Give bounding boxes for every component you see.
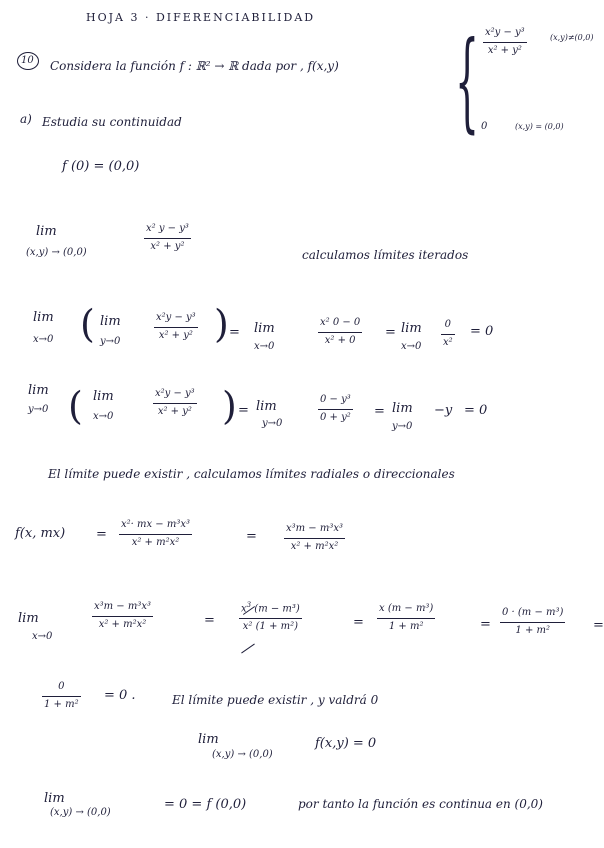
equals-sign: = <box>374 404 385 419</box>
iter1-lim3: lim <box>401 321 422 336</box>
conclusion-lim-subscript: (x,y) → (0,0) <box>212 749 273 760</box>
limit1-denominator: x² + y² <box>150 240 185 252</box>
equals-sign: = <box>238 403 249 418</box>
radial-lim-denominator4: 1 + m² <box>515 624 550 636</box>
radial-denominator1: x² + m²x² <box>131 536 180 548</box>
radial-lim-label: lim <box>18 611 39 626</box>
iter1-sub-inner: y→0 <box>100 336 121 347</box>
fraction-bar <box>377 618 435 619</box>
piece1-fraction <box>483 28 527 56</box>
iter2-lim3: lim <box>392 401 413 416</box>
radial-denominator2: x² + m²x² <box>290 540 339 552</box>
piece2-value: 0 <box>481 121 488 132</box>
iter2-sub2: y→0 <box>262 418 283 429</box>
final-lim-subscript: (x,y) → (0,0) <box>50 807 111 818</box>
iter1-numerator3: 0 <box>444 319 452 330</box>
equals-sign: = <box>593 618 604 633</box>
iter2-result: = 0 <box>464 403 488 418</box>
iter2-lim-inner: lim <box>93 389 114 404</box>
iter2-expression: −y <box>434 403 453 418</box>
piece1-numerator: x²y − y³ <box>485 27 525 38</box>
equals-sign: = <box>385 325 396 340</box>
iter1-lim-outer: lim <box>33 310 54 325</box>
left-paren: ( <box>68 384 83 428</box>
continuation-result: = 0 . <box>104 688 136 703</box>
fraction-bar <box>92 616 153 617</box>
problem-statement: Considera la función f : ℝ² → ℝ dada por , f(x,y) <box>50 59 339 73</box>
radial-lim-numerator4: 0 · (m − m³) <box>502 607 564 618</box>
piece2-condition: (x,y) = (0,0) <box>515 122 564 131</box>
iter2-numerator2: 0 − y³ <box>320 394 351 405</box>
radial-lhs: f(x, mx) <box>15 526 66 541</box>
iter1-lim-inner: lim <box>100 314 121 329</box>
iter1-denominator: x² + y² <box>158 329 193 341</box>
final-conclusion: por tanto la función es continua en (0,0) <box>298 797 543 811</box>
fraction-bar <box>239 618 302 619</box>
iter2-fraction2 <box>318 395 353 423</box>
radial-numerator2: x³m − m³x³ <box>286 523 344 534</box>
limit-subscript: (x,y) → (0,0) <box>26 247 87 258</box>
iter2-denominator: x² + y² <box>157 405 192 417</box>
cancelled-x-squared: x² <box>242 620 253 632</box>
radial-lim-subscript: x→0 <box>32 631 53 642</box>
conclusion-lim-label: lim <box>198 732 219 747</box>
iter1-fraction3 <box>441 320 455 348</box>
radial-fraction1 <box>119 520 192 548</box>
iter1-sub3: x→0 <box>401 341 422 352</box>
fraction-bar <box>284 538 345 539</box>
iter1-fraction2 <box>318 318 362 346</box>
factor-1-plus-m2: (1 + m²) <box>255 620 299 632</box>
equals-sign: = <box>204 613 215 628</box>
fraction-bar <box>153 403 197 404</box>
fraction-bar <box>42 696 81 697</box>
radial-lim-denominator1: x² + m²x² <box>98 618 147 630</box>
equals-sign: = <box>353 615 364 630</box>
radial-fraction2 <box>284 524 345 552</box>
piece1-denominator: x² + y² <box>487 44 522 56</box>
iter2-lim-outer: lim <box>28 383 49 398</box>
radial-numerator1: x²· mx − m³x³ <box>121 519 191 530</box>
limit-label: lim <box>36 224 57 239</box>
limit1-fraction <box>144 224 191 252</box>
radial-lim-fraction1 <box>92 602 153 630</box>
continuation-fraction <box>42 682 81 710</box>
fraction-bar <box>318 409 353 410</box>
fraction-bar <box>154 327 198 328</box>
limit1-numerator: x² y − y³ <box>146 223 189 234</box>
radial-lim-numerator3: x (m − m³) <box>379 603 434 614</box>
iter1-denominator2: x² + 0 <box>324 334 356 346</box>
cancel-stroke <box>241 644 255 654</box>
iter2-sub-outer: y→0 <box>28 404 49 415</box>
radial-lim-fraction2 <box>239 602 302 632</box>
piece1-condition: (x,y)≠(0,0) <box>550 33 594 42</box>
final-lim-label: lim <box>44 791 65 806</box>
limit-exists-comment: El límite puede existir , y valdrá 0 <box>172 693 379 707</box>
iter1-denominator3: x² <box>443 336 453 348</box>
iter2-numerator: x²y − y³ <box>155 388 195 399</box>
factor-m-minus-m3: (m − m³) <box>254 603 300 615</box>
radial-lim-denominator2 <box>241 622 300 633</box>
left-paren: ( <box>80 302 95 346</box>
equals-sign: = <box>229 325 240 340</box>
part-a-text: Estudia su continuidad <box>42 115 182 129</box>
right-paren: ) <box>214 302 229 346</box>
problem-number: 10 <box>21 55 34 66</box>
radial-lim-denominator3: 1 + m² <box>388 620 424 632</box>
fraction-bar <box>483 42 527 43</box>
fraction-bar <box>119 534 192 535</box>
iter1-sub-outer: x→0 <box>33 334 54 345</box>
equals-sign: = <box>96 527 107 542</box>
cancelled-x: x <box>241 603 247 615</box>
right-paren: ) <box>222 384 237 428</box>
fraction-bar <box>500 622 565 623</box>
final-equation: = 0 = f (0,0) <box>164 797 247 812</box>
iter1-numerator2: x² 0 − 0 <box>320 317 361 328</box>
radial-lim-numerator1: x³m − m³x³ <box>94 601 152 612</box>
iter2-denominator2: 0 + y² <box>320 411 351 423</box>
equals-sign: = <box>480 617 491 632</box>
cancelled-exponent: 3 <box>246 601 252 609</box>
piecewise-brace: { <box>455 19 480 144</box>
continuation-numerator: 0 <box>58 681 65 692</box>
f-origin-value: f (0) = (0,0) <box>62 159 140 174</box>
part-a-label: a) <box>20 112 32 126</box>
page-title: HOJA 3 · DIFERENCIABILIDAD <box>86 11 316 24</box>
iter2-lim2: lim <box>256 399 277 414</box>
radial-limits-comment: El límite puede existir , calculamos límites radiales o direccionales <box>48 467 455 481</box>
iter1-lim2: lim <box>254 321 275 336</box>
iter2-sub3: y→0 <box>392 421 413 432</box>
fraction-bar <box>144 238 191 239</box>
fraction-bar <box>441 334 455 335</box>
iter1-sub2: x→0 <box>254 341 275 352</box>
radial-lim-fraction4 <box>500 608 565 636</box>
radial-lim-numerator2 <box>239 602 302 615</box>
equals-sign: = <box>246 529 257 544</box>
iterated-limits-note: calculamos límites iterados <box>302 248 469 262</box>
iter2-fraction <box>153 389 197 417</box>
fraction-bar <box>318 332 362 333</box>
continuation-denominator: 1 + m² <box>44 698 79 710</box>
iter1-numerator: x²y − y³ <box>156 312 196 323</box>
iter1-result: = 0 <box>470 324 494 339</box>
iter1-fraction <box>154 313 198 341</box>
conclusion-lim-expression: f(x,y) = 0 <box>315 736 377 751</box>
radial-lim-fraction3 <box>377 604 435 632</box>
iter2-sub-inner: x→0 <box>93 411 114 422</box>
